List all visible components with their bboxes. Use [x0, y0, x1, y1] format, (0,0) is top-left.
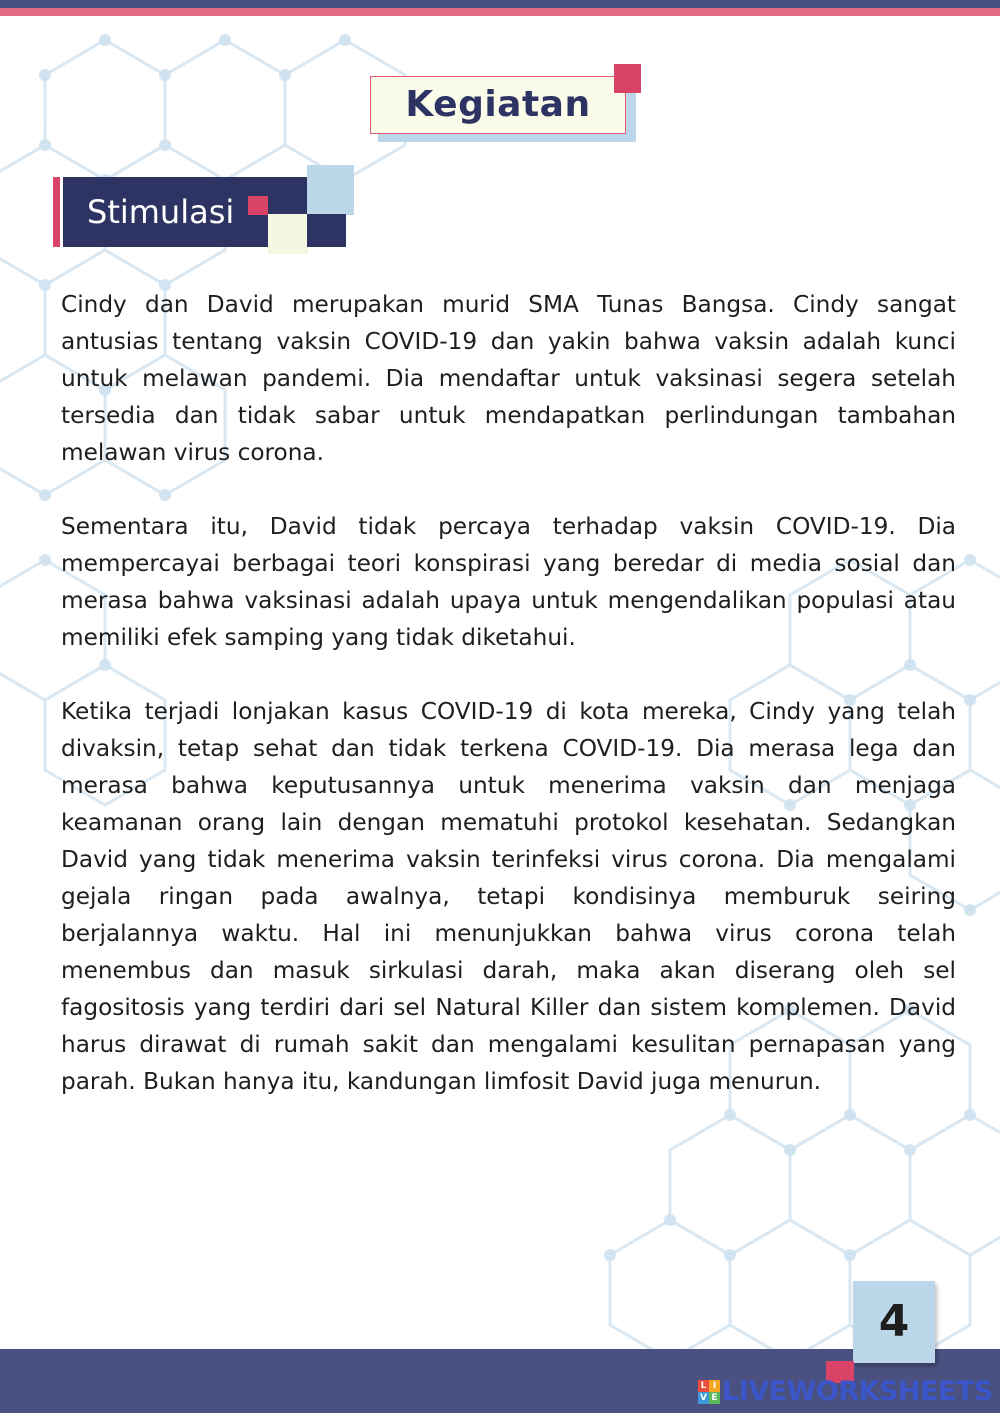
- banner-decor-navy-block: [268, 177, 308, 214]
- activity-title: Kegiatan: [370, 76, 626, 134]
- liveworksheets-logo-icon: [698, 1380, 720, 1404]
- stimulus-text: [61, 286, 956, 1137]
- logo-letter-v: V: [698, 1392, 709, 1404]
- logo-letter-i: I: [709, 1380, 720, 1392]
- banner-decor-navy-block-2: [307, 214, 346, 247]
- section-banner-accent-bar: [53, 177, 60, 247]
- page-number: 4: [853, 1281, 935, 1363]
- liveworksheets-brand: LIVEWORKSHEETS: [722, 1376, 993, 1407]
- logo-letter-l: L: [698, 1380, 709, 1392]
- paragraph-1: Cindy dan David merupakan murid SMA Tunas Bangsa. Cindy sangat antusias tentang vaksin COVID-19 dan yakin bahwa vaksin adalah kunci untuk melawan pandemi. Dia mendaftar untuk vaksinasi segera setelah tersedia dan tidak sabar untuk mendapatkan perlindungan tambahan melawan virus corona.: [61, 291, 956, 466]
- title-accent-square: [614, 64, 641, 93]
- paragraph-2: Sementara itu, David tidak percaya terhadap vaksin COVID-19. Dia mempercayai berbagai teori konspirasi yang beredar di media sosial dan merasa bahwa vaksinasi adalah upaya untuk mengendalikan populasi atau memiliki efek samping yang tidak diketahui.: [61, 513, 956, 651]
- logo-letter-e: E: [709, 1392, 720, 1404]
- banner-decor-pink-square: [248, 196, 268, 215]
- section-title: Stimulasi: [63, 177, 268, 247]
- banner-decor-light-block: [307, 165, 354, 215]
- paragraph-3: Ketika terjadi lonjakan kasus COVID-19 di kota mereka, Cindy yang telah divaksin, tetap sehat dan tidak terkena COVID-19. Dia merasa lega dan merasa bahwa keputusannya untuk menerima vaksin dan menjaga keamanan orang lain dengan mematuhi protokol kesehatan. Sedangkan David yang tidak menerima vaksin terinfeksi virus corona. Dia mengalami gejala ringan pada awalnya, tetapi kondisinya memburuk seiring berjalannya waktu. Hal ini menunjukkan bahwa virus corona telah menembus dan masuk sirkulasi darah, maka akan diserang oleh sel fagositosis yang terdiri dari sel Natural Killer dan sistem komplemen. David harus dirawat di rumah sakit dan mengalami kesulitan pernapasan yang parah. Bukan hanya itu, kandungan limfosit David juga menurun.: [61, 698, 956, 1095]
- banner-decor-cream-block: [268, 214, 308, 254]
